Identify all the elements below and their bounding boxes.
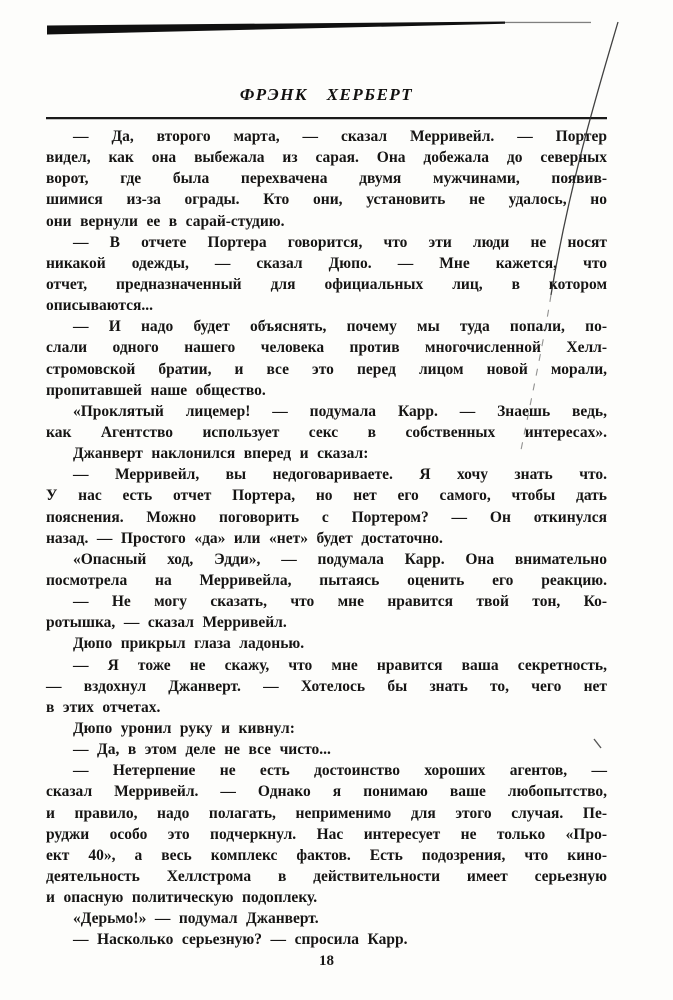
text-line: — вздохнул Джанверт. — Хотелось бы знать то, чего нет [46, 677, 607, 695]
text-line: руджи особо это подчеркнул. Нас интересует не только «Про- [46, 825, 607, 843]
text-line: «Дерьмо!» — подумал Джанверт. [73, 910, 319, 928]
text-line: видел, как она выбежала из сарая. Она добежала до северных [46, 149, 607, 167]
text-line: как Агентство использует секс в собственных интересах». [46, 423, 607, 441]
text-line: слали одного нашего человека против многочисленной Хелл- [46, 339, 607, 357]
text-line: шимися из-за ограды. Кто они, установить не удалось, но [46, 191, 607, 209]
text-line: никакой одежды, — сказал Дюпо. — Мне кажется, что [46, 254, 607, 272]
text-line: — Мерривейл, вы недоговариваете. Я хочу знать что. [73, 466, 607, 484]
text-line: посмотрела на Мерривейла, пытаясь оценить его реакцию. [46, 571, 607, 589]
text-line: в этих отчетах. [46, 698, 161, 716]
page-number: 18 [319, 953, 334, 969]
text-line: — Нетерпение не есть достоинство хороших агентов, — [73, 762, 607, 780]
text-line: — Да, в этом деле не все чисто... [73, 741, 331, 759]
text-line: и опасную политическую подоплеку. [46, 889, 318, 907]
text-line: «Опасный ход, Эдди», — подумала Карр. Она внимательно [73, 550, 607, 568]
text-line: и правило, надо полагать, неприменимо для этого случая. Пе- [46, 804, 607, 822]
header-rule [46, 117, 607, 119]
text-line: — Не могу сказать, что мне нравится твой тон, Ко- [73, 593, 607, 611]
text-line: ворот, где была перехвачена двумя мужчинами, появив- [46, 170, 607, 188]
text-line: они вернули ее в сарай-студию. [46, 212, 285, 230]
text-line: назад. — Простого «да» или «нет» будет достаточно. [46, 529, 443, 547]
text-line: — Да, второго марта, — сказал Мерривейл. — Портер [73, 128, 607, 145]
text-line: Дюпо уронил руку и кивнул: [73, 719, 295, 737]
text-line: Дюпо прикрыл глаза ладонью. [73, 635, 305, 653]
text-line: «Проклятый лицемер! — подумала Карр. — Знаешь ведь, [73, 402, 607, 420]
text-line: деятельность Хеллстрома в действительности имеет серьезную [46, 867, 607, 885]
top-scan-bar [0, 0, 673, 45]
body-text [46, 126, 607, 950]
text-line: — Насколько серьезную? — спросила Карр. [73, 931, 408, 949]
text-line: У нас есть отчет Портера, но нет его самого, чтобы дать [46, 487, 607, 505]
text-line: ротышка, — сказал Мерривейл. [46, 614, 287, 632]
text-line: пропитавшей наше общество. [46, 381, 266, 399]
text-line: стромовской братии, и все это перед лицом новой морали, [46, 360, 607, 378]
running-head: ФРЭНК ХЕРБЕРТ [239, 85, 414, 104]
text-line: описываются... [46, 297, 154, 315]
text-line: — В отчете Портера говорится, что эти люди не носят [73, 233, 607, 251]
text-line: — Я тоже не скажу, что мне нравится ваша секретность, [73, 656, 607, 674]
text-line: Джанверт наклонился вперед и сказал: [73, 445, 369, 463]
text-line: сказал Мерривейл. — Однако я понимаю ваше любопытство, [46, 783, 607, 801]
text-line: пояснения. Можно поговорить с Портером? — Он откинулся [46, 508, 607, 526]
text-line: — И надо будет объяснять, почему мы туда попали, по- [73, 318, 607, 336]
text-line: ект 40», а весь комплекс фактов. Есть подозрения, что кино- [46, 846, 607, 864]
text-line: отчет, предназначенный для официальных лиц, в котором [46, 275, 607, 293]
